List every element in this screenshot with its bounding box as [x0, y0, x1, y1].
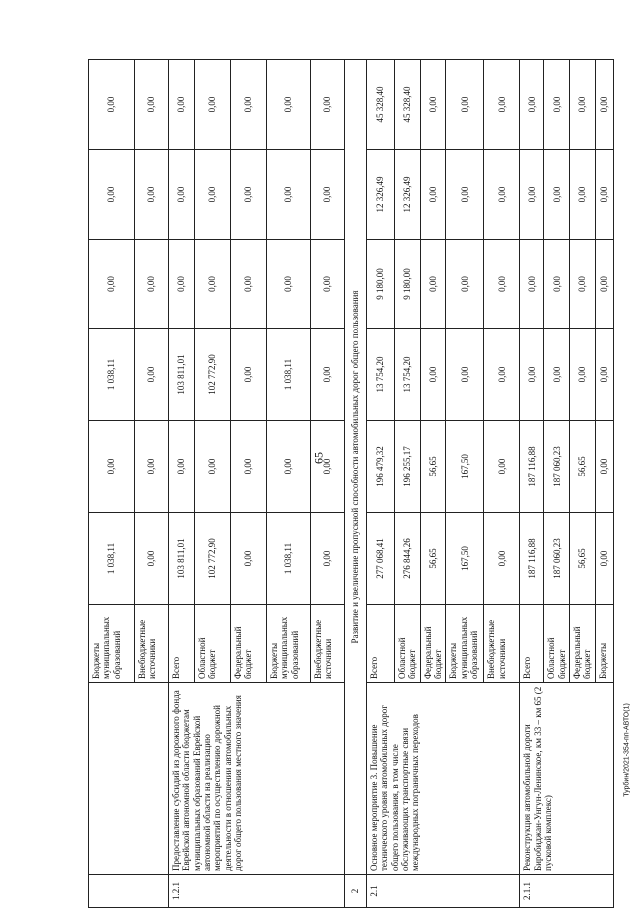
amount-cell: 0,00 [231, 150, 267, 240]
amount-cell: 0,00 [135, 513, 169, 605]
amount-cell: 196 479,32 [367, 421, 395, 513]
amount-cell: 0,00 [231, 60, 267, 150]
amount-cell: 102 772,90 [195, 513, 231, 605]
funding-source-cell: Областной бюджет [395, 605, 421, 683]
amount-cell: 0,00 [195, 150, 231, 240]
amount-cell: 0,00 [89, 421, 135, 513]
amount-cell: 167,50 [446, 421, 484, 513]
amount-cell: 0,00 [231, 240, 267, 329]
amount-cell: 0,00 [570, 329, 596, 421]
amount-cell: 0,00 [570, 60, 596, 150]
funding-source-cell: Бюджеты муниципальных образований [267, 605, 311, 683]
amount-cell: 187 116,88 [520, 513, 544, 605]
funding-source-cell: Всего [367, 605, 395, 683]
section-2-row [345, 60, 367, 908]
amount-cell: 1 038,11 [89, 329, 135, 421]
funding-source-cell: Всего [520, 605, 544, 683]
funding-source-cell: Бюджеты муниципальных образований [89, 605, 135, 683]
amount-cell: 56,65 [570, 513, 596, 605]
amount-cell: 0,00 [195, 421, 231, 513]
amount-cell: 0,00 [446, 150, 484, 240]
document-code-footer: Турбин/2021-354-пп-АВТО(1) [623, 703, 631, 797]
amount-cell: 0,00 [420, 60, 446, 150]
section-2-title: Развитие и увеличение пропускной способности автомобильных дорог общего пользования [345, 60, 367, 875]
amount-cell: 0,00 [195, 60, 231, 150]
amount-cell: 0,00 [595, 240, 613, 329]
funding-source-cell: Областной бюджет [544, 605, 570, 683]
funding-source-cell: Федеральный бюджет [570, 605, 596, 683]
item-number-cell [89, 875, 169, 908]
amount-cell: 56,65 [420, 513, 446, 605]
item-number-cell-2-1-1: 2.1.1 [520, 875, 613, 908]
amount-cell: 0,00 [446, 60, 484, 150]
amount-cell: 56,65 [570, 421, 596, 513]
amount-cell: 0,00 [135, 329, 169, 421]
amount-cell: 0,00 [135, 240, 169, 329]
funding-source-cell: Федеральный бюджет [420, 605, 446, 683]
amount-cell: 1 038,11 [267, 513, 311, 605]
amount-cell: 0,00 [420, 329, 446, 421]
amount-cell: 0,00 [484, 150, 520, 240]
table-row [169, 60, 195, 908]
amount-cell: 277 068,41 [367, 513, 395, 605]
amount-cell: 0,00 [169, 240, 195, 329]
funding-source-cell: Областной бюджет [195, 605, 231, 683]
amount-cell: 45 328,40 [367, 60, 395, 150]
amount-cell: 0,00 [231, 513, 267, 605]
amount-cell: 102 772,90 [195, 329, 231, 421]
table-row [367, 60, 395, 908]
amount-cell: 0,00 [267, 421, 311, 513]
amount-cell: 0,00 [135, 421, 169, 513]
amount-cell: 0,00 [570, 240, 596, 329]
amount-cell: 187 060,23 [544, 421, 570, 513]
amount-cell: 187 116,88 [520, 421, 544, 513]
amount-cell: 0,00 [595, 150, 613, 240]
amount-cell: 276 844,26 [395, 513, 421, 605]
budget-table [88, 59, 614, 908]
description-cell-1-2-1: Предоставление субсидий из дорожного фонда Еврейской автономной области бюджетам муниципальных образований Еврейской автономной области на реализацию мероприятий по осуществлению дорожной деятельности в отношении автомобильных дорог общего пользования местного значения [169, 683, 345, 875]
amount-cell: 1 038,11 [89, 513, 135, 605]
amount-cell: 103 811,01 [169, 513, 195, 605]
description-cell [89, 683, 169, 875]
amount-cell: 12 326,49 [395, 150, 421, 240]
section-number-cell: 2 [345, 875, 367, 908]
item-number-cell-1-2-1: 1.2.1 [169, 875, 345, 908]
amount-cell: 0,00 [169, 150, 195, 240]
amount-cell: 0,00 [420, 240, 446, 329]
amount-cell: 0,00 [267, 150, 311, 240]
amount-cell: 0,00 [267, 60, 311, 150]
amount-cell: 13 754,20 [367, 329, 395, 421]
amount-cell: 0,00 [195, 240, 231, 329]
amount-cell: 0,00 [595, 421, 613, 513]
amount-cell: 0,00 [89, 60, 135, 150]
amount-cell: 0,00 [595, 329, 613, 421]
amount-cell: 0,00 [520, 329, 544, 421]
amount-cell: 0,00 [544, 150, 570, 240]
amount-cell: 0,00 [446, 240, 484, 329]
amount-cell: 167,50 [446, 513, 484, 605]
funding-source-cell: Всего [169, 605, 195, 683]
amount-cell: 0,00 [544, 240, 570, 329]
funding-source-cell: Внебюджетные источники [484, 605, 520, 683]
amount-cell: 1 038,11 [267, 329, 311, 421]
amount-cell: 0,00 [570, 150, 596, 240]
amount-cell: 45 328,40 [395, 60, 421, 150]
amount-cell: 0,00 [484, 240, 520, 329]
amount-cell: 0,00 [484, 513, 520, 605]
amount-cell: 9 180,00 [395, 240, 421, 329]
amount-cell: 0,00 [484, 329, 520, 421]
amount-cell: 0,00 [89, 240, 135, 329]
amount-cell: 0,00 [311, 421, 345, 513]
amount-cell: 187 060,23 [544, 513, 570, 605]
funding-source-cell: Внебюджетные источники [311, 605, 345, 683]
amount-cell: 0,00 [520, 60, 544, 150]
amount-cell: 0,00 [311, 240, 345, 329]
amount-cell: 103 811,01 [169, 329, 195, 421]
amount-cell: 196 255,17 [395, 421, 421, 513]
funding-source-cell: Бюджеты [595, 605, 613, 683]
amount-cell: 0,00 [169, 60, 195, 150]
amount-cell: 0,00 [520, 240, 544, 329]
amount-cell: 12 326,49 [367, 150, 395, 240]
amount-cell: 0,00 [544, 329, 570, 421]
amount-cell: 0,00 [311, 150, 345, 240]
amount-cell: 0,00 [311, 60, 345, 150]
amount-cell: 56,65 [420, 421, 446, 513]
amount-cell: 0,00 [544, 60, 570, 150]
item-number-cell-2-1: 2.1 [367, 875, 520, 908]
amount-cell: 0,00 [520, 150, 544, 240]
table-row [89, 60, 135, 908]
amount-cell: 0,00 [135, 150, 169, 240]
amount-cell: 0,00 [169, 421, 195, 513]
description-cell-2-1-1: Реконструкция автомобильной дороги Биробиджан-Унгун-Ленинское, км 33 – км 65 (2 пусковой комплекс) [520, 683, 613, 875]
table-row [520, 60, 544, 908]
funding-source-cell: Федеральный бюджет [231, 605, 267, 683]
page-number: 65 [311, 452, 326, 464]
amount-cell: 0,00 [484, 421, 520, 513]
description-cell-2-1: Основное мероприятие 3. Повышение технического уровня автомобильных дорог общего пользования, в том числе обслуживающих транспортные связи международных пограничных переходов [367, 683, 520, 875]
rotated-table-container [88, 60, 610, 908]
amount-cell: 0,00 [420, 150, 446, 240]
amount-cell: 0,00 [446, 329, 484, 421]
amount-cell: 0,00 [231, 329, 267, 421]
amount-cell: 0,00 [311, 329, 345, 421]
funding-source-cell: Бюджеты муниципальных образований [446, 605, 484, 683]
amount-cell: 0,00 [484, 60, 520, 150]
amount-cell: 0,00 [89, 150, 135, 240]
funding-source-cell: Внебюджетные источники [135, 605, 169, 683]
budget-table-sheet [88, 60, 639, 908]
amount-cell: 0,00 [135, 60, 169, 150]
amount-cell: 0,00 [595, 60, 613, 150]
amount-cell: 9 180,00 [367, 240, 395, 329]
amount-cell: 0,00 [595, 513, 613, 605]
amount-cell: 13 754,20 [395, 329, 421, 421]
amount-cell: 0,00 [311, 513, 345, 605]
amount-cell: 0,00 [267, 240, 311, 329]
amount-cell: 0,00 [231, 421, 267, 513]
